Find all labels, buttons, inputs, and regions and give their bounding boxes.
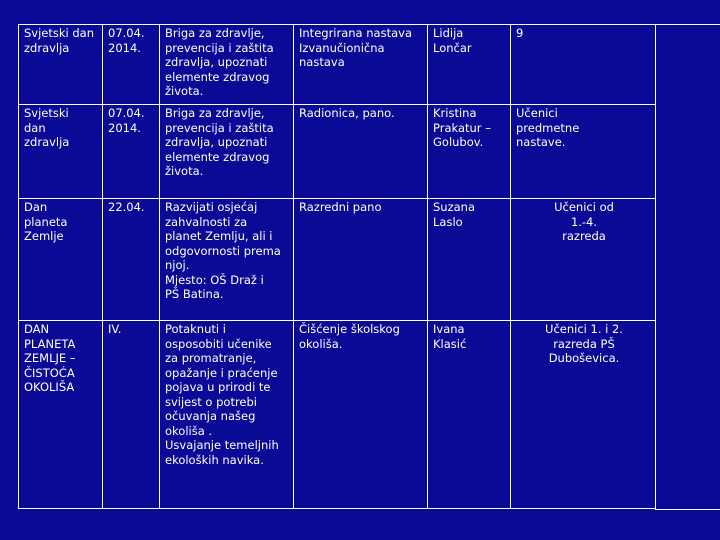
activity-cell: Čišćenje školskog okoliša. [294, 321, 428, 509]
empty-column-area [655, 24, 720, 510]
date-cell: IV. [103, 321, 160, 509]
leader-cell: Ivana Klasić [428, 321, 511, 509]
goal-cell: Razvijati osjećaj zahvalnosti za planet Zemlju, ali i odgovornosti prema njoj. Mjesto: OŠ Draž i PŠ Batina. [160, 199, 294, 321]
column-divider [655, 25, 656, 509]
event-name-cell: Dan planeta Zemlje [19, 199, 103, 321]
goal-cell: Briga za zdravlje, prevencija i zaštita zdravlja, upoznati elemente zdravog života. [160, 105, 294, 199]
event-name-cell: DAN PLANETA ZEMLJE – ČISTOĆA OKOLIŠA [19, 321, 103, 509]
activity-cell: Radionica, pano. [294, 105, 428, 199]
participants-cell: Učenici od 1.-4. razreda [511, 199, 657, 321]
leader-cell: Lidija Lončar [428, 25, 511, 105]
date-cell: 22.04. [103, 199, 160, 321]
date-cell: 07.04. 2014. [103, 25, 160, 105]
goal-cell: Potaknuti i osposobiti učenike za promatranje, opažanje i praćenje pojava u prirodi te svijest o potrebi očuvanja našeg okoliša . Usvajanje temeljnih ekoloških navika. [160, 321, 294, 509]
goal-cell: Briga za zdravlje, prevencija i zaštita zdravlja, upoznati elemente zdravog života. [160, 25, 294, 105]
participants-cell: 9 [511, 25, 657, 105]
activity-cell: Razredni pano [294, 199, 428, 321]
table-row [19, 199, 657, 321]
leader-cell: Suzana Laslo [428, 199, 511, 321]
date-cell: 07.04. 2014. [103, 105, 160, 199]
table-row [19, 105, 657, 199]
activities-table [18, 24, 657, 509]
table-row [19, 321, 657, 509]
participants-cell: Učenici predmetne nastave. [511, 105, 657, 199]
event-name-cell: Svjetski dan zdravlja [19, 25, 103, 105]
activity-cell: Integrirana nastava Izvanučionična nastava [294, 25, 428, 105]
participants-cell: Učenici 1. i 2. razreda PŠ Duboševica. [511, 321, 657, 509]
event-name-cell: Svjetski dan zdravlja [19, 105, 103, 199]
table-row [19, 25, 657, 105]
leader-cell: Kristina Prakatur – Golubov. [428, 105, 511, 199]
